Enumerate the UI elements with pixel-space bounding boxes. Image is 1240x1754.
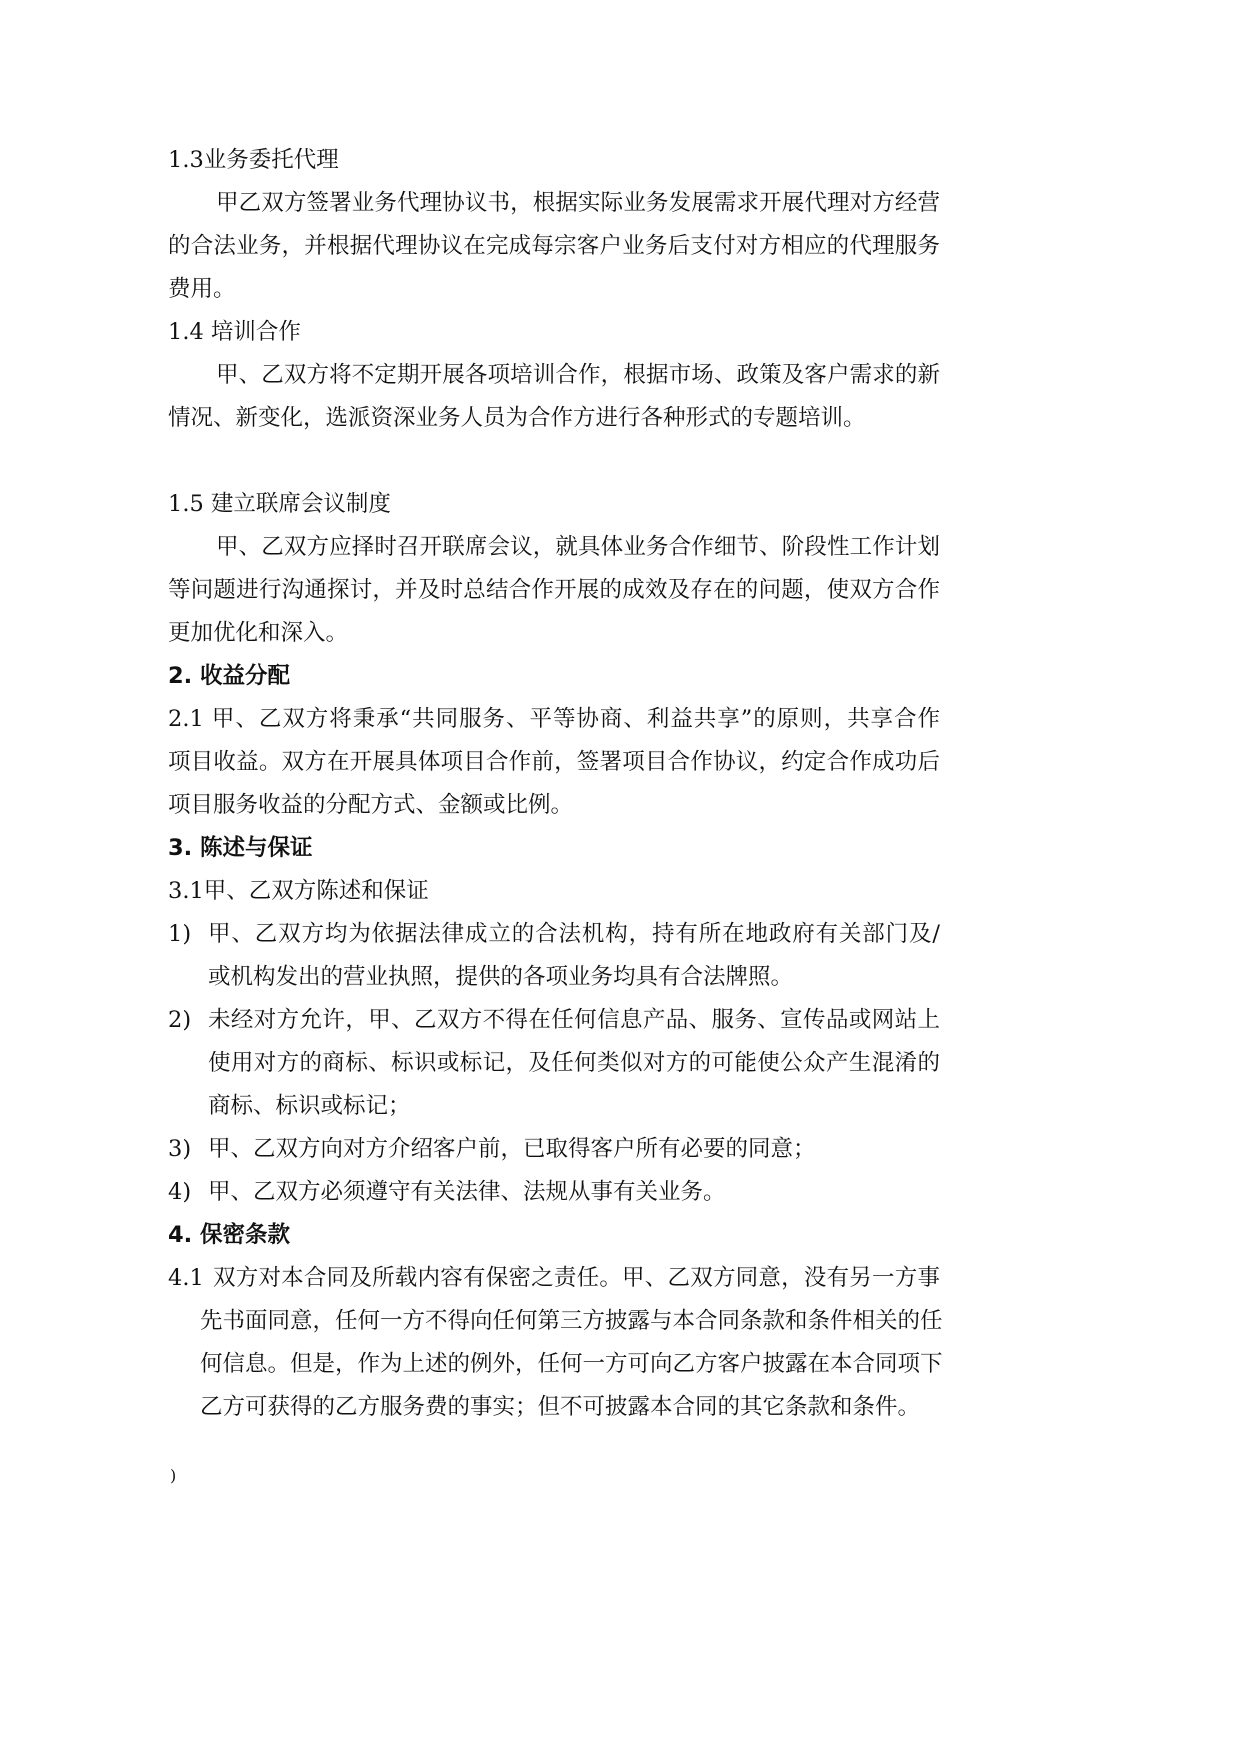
section-1-3-line-3: 费用。 — [168, 276, 236, 302]
list-item-3-line-1: 甲、乙双方向对方介绍客户前，已取得客户所有必要的同意； — [208, 1136, 816, 1162]
section-4-1-number: 4.1 — [168, 1265, 204, 1291]
list-item-3-number: 3) — [168, 1136, 192, 1162]
section-2-line-3: 项目服务收益的分配方式、金额或比例。 — [168, 792, 574, 818]
section-3-heading: 3. 陈述与保证 — [168, 835, 313, 861]
section-1-5-heading: 1.5 建立联席会议制度 — [168, 491, 391, 517]
section-1-3-heading: 1.3业务委托代理 — [168, 147, 339, 173]
section-4-1-line-4: 乙方可获得的乙方服务费的事实；但不可披露本合同的其它条款和条件。 — [200, 1394, 921, 1420]
section-1-3-line-2: 的合法业务，并根据代理协议在完成每宗客户业务后支付对方相应的代理服务 — [168, 233, 940, 259]
list-item-1-line-2: 或机构发出的营业执照，提供的各项业务均具有合法牌照。 — [208, 964, 794, 990]
section-2-line-1: 2.1 甲、乙双方将秉承“共同服务、平等协商、利益共享”的原则，共享合作 — [168, 706, 940, 732]
section-4-heading: 4. 保密条款 — [168, 1222, 291, 1248]
section-1-5-line-3: 更加优化和深入。 — [168, 620, 349, 646]
page-footer-mark: ) — [170, 1466, 177, 1485]
list-item-2-line-3: 商标、标识或标记； — [208, 1093, 411, 1119]
list-item-2-line-1: 未经对方允许，甲、乙双方不得在任何信息产品、服务、宣传品或网站上 — [208, 1007, 940, 1033]
list-item-4-number: 4) — [168, 1179, 192, 1205]
section-4-1-line-2: 先书面同意，任何一方不得向任何第三方披露与本合同条款和条件相关的任 — [200, 1308, 943, 1334]
list-item-2-number: 2) — [168, 1007, 192, 1033]
list-item-1-line-1: 甲、乙双方均为依据法律成立的合法机构，持有所在地政府有关部门及/ — [208, 921, 940, 947]
list-item-1-number: 1) — [168, 921, 192, 947]
section-4-1-line-1: 双方对本合同及所载内容有保密之责任。甲、乙双方同意，没有另一方事 — [213, 1265, 940, 1291]
section-1-4-line-2: 情况、新变化，选派资深业务人员为合作方进行各种形式的专题培训。 — [168, 405, 866, 431]
section-1-4-line-1: 甲、乙双方将不定期开展各项培训合作，根据市场、政策及客户需求的新 — [216, 362, 940, 388]
section-4-1-line-3: 何信息。但是，作为上述的例外，任何一方可向乙方客户披露在本合同项下 — [200, 1351, 943, 1377]
section-1-5-line-2: 等问题进行沟通探讨，并及时总结合作开展的成效及存在的问题，使双方合作 — [168, 577, 940, 603]
section-3-1-subheading: 3.1甲、乙双方陈述和保证 — [168, 878, 429, 904]
section-1-4-heading: 1.4 培训合作 — [168, 319, 301, 345]
section-1-5-line-1: 甲、乙双方应择时召开联席会议，就具体业务合作细节、阶段性工作计划 — [216, 534, 940, 560]
section-2-line-2: 项目收益。双方在开展具体项目合作前，签署项目合作协议，约定合作成功后 — [168, 749, 940, 775]
section-1-3-line-1: 甲乙双方签署业务代理协议书，根据实际业务发展需求开展代理对方经营 — [216, 190, 940, 216]
list-item-2-line-2: 使用对方的商标、标识或标记，及任何类似对方的可能使公众产生混淆的 — [208, 1050, 940, 1076]
list-item-4-line-1: 甲、乙双方必须遵守有关法律、法规从事有关业务。 — [208, 1179, 726, 1205]
section-2-heading: 2. 收益分配 — [168, 663, 291, 689]
